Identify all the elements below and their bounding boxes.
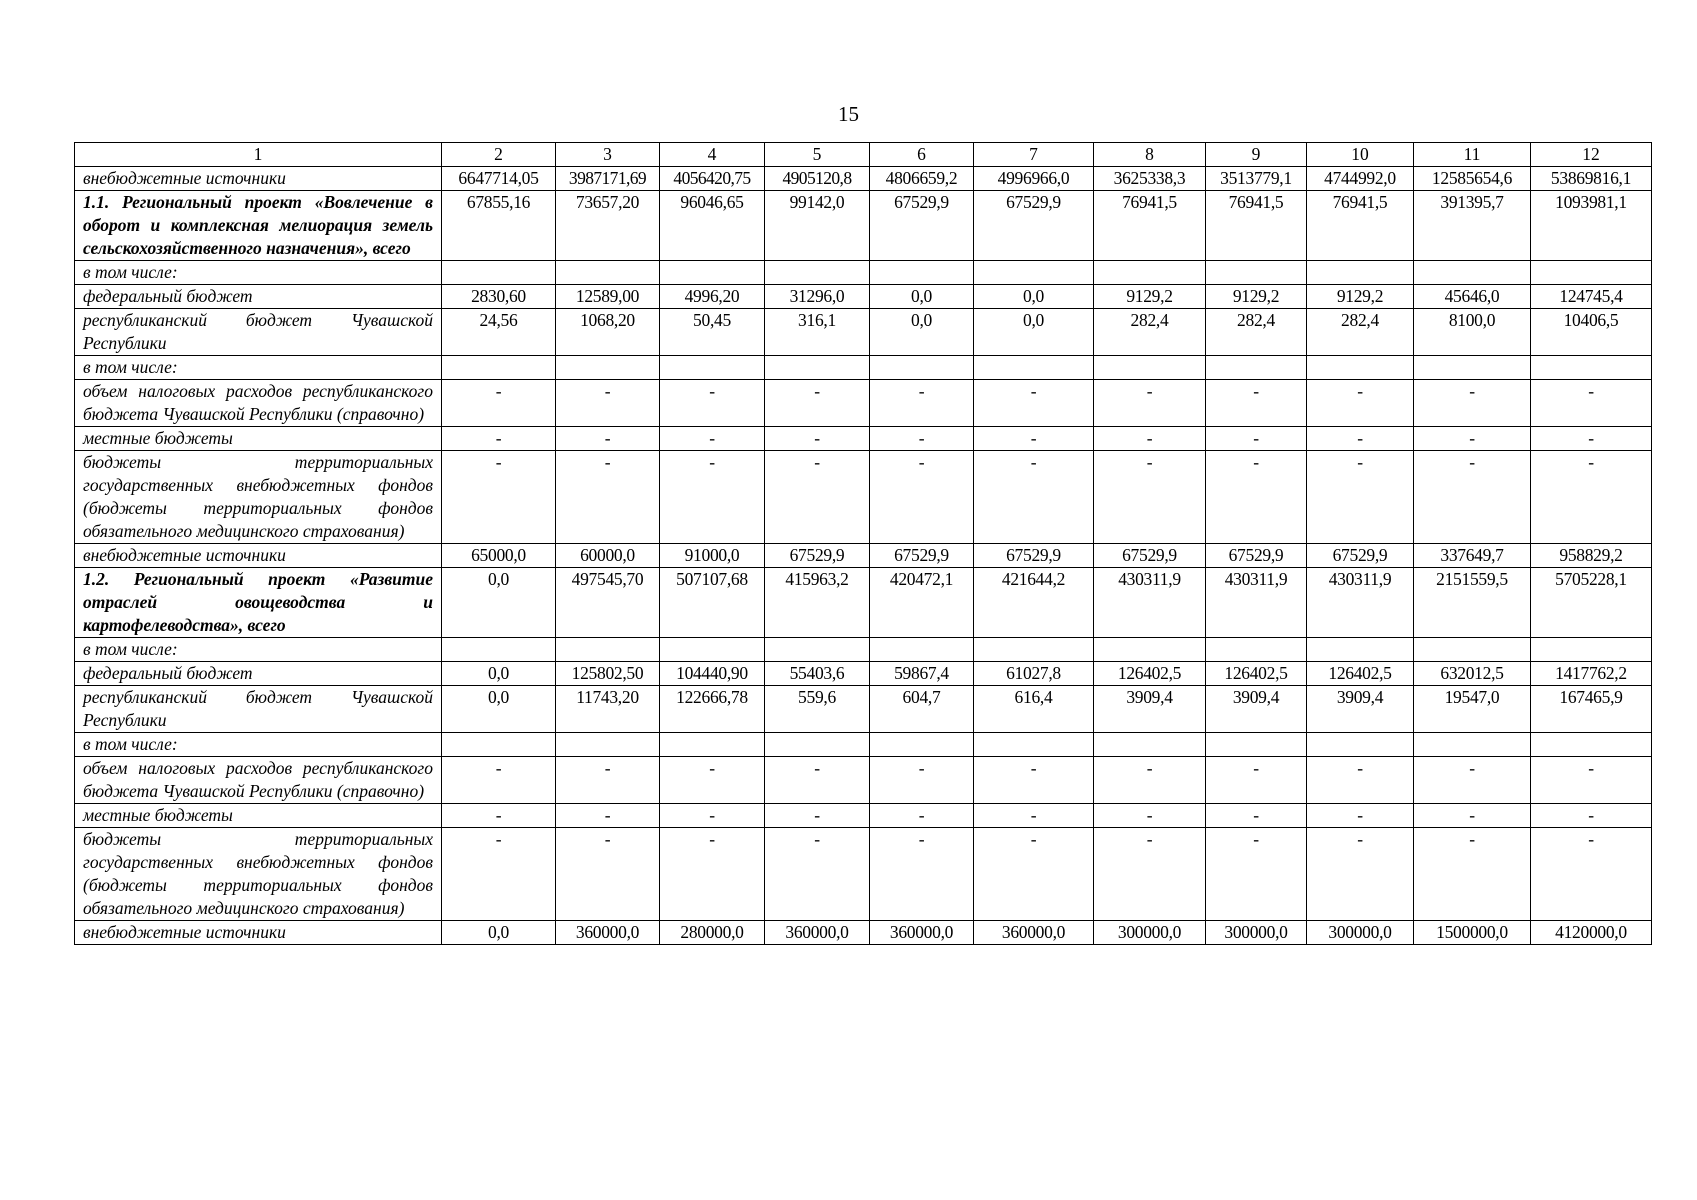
value-cell: 60000,0 [556, 544, 660, 568]
value-cell: 1417762,2 [1531, 662, 1652, 686]
value-cell [765, 356, 870, 380]
table-row [75, 167, 1652, 191]
value-cell [1307, 733, 1414, 757]
value-cell: - [1414, 451, 1531, 544]
value-cell: - [1094, 380, 1206, 427]
value-cell [442, 638, 556, 662]
value-cell: - [974, 427, 1094, 451]
row-label: республиканский бюджет Чувашской Республики [75, 309, 442, 356]
value-cell: - [1531, 451, 1652, 544]
value-cell: - [1206, 451, 1307, 544]
value-cell [765, 638, 870, 662]
value-cell: 604,7 [870, 686, 974, 733]
value-cell: - [442, 828, 556, 921]
value-cell [660, 733, 765, 757]
row-label: 1.2. Региональный проект «Развитие отраслей овощеводства и картофелеводства», всего [75, 568, 442, 638]
value-cell: 126402,5 [1206, 662, 1307, 686]
value-cell: - [1094, 828, 1206, 921]
value-cell [765, 261, 870, 285]
value-cell [870, 261, 974, 285]
value-cell: 67529,9 [1206, 544, 1307, 568]
value-cell: 67529,9 [765, 544, 870, 568]
table-row [75, 568, 1652, 638]
value-cell: - [1531, 757, 1652, 804]
table-row [75, 757, 1652, 804]
row-label: бюджеты территориальных государственных внебюджетных фондов (бюджеты территориальных фондов обязательного медицинского страхования) [75, 451, 442, 544]
row-label: объем налоговых расходов республиканского бюджета Чувашской Республики (справочно) [75, 757, 442, 804]
value-cell: 360000,0 [870, 921, 974, 945]
value-cell: 280000,0 [660, 921, 765, 945]
value-cell: 9129,2 [1094, 285, 1206, 309]
value-cell: 67529,9 [870, 191, 974, 261]
value-cell [1206, 733, 1307, 757]
value-cell: 316,1 [765, 309, 870, 356]
value-cell: - [870, 828, 974, 921]
value-cell: - [442, 757, 556, 804]
value-cell: 67529,9 [870, 544, 974, 568]
value-cell [442, 733, 556, 757]
value-cell [556, 638, 660, 662]
value-cell [765, 733, 870, 757]
value-cell: - [1414, 828, 1531, 921]
value-cell: - [1206, 757, 1307, 804]
table-row [75, 544, 1652, 568]
value-cell: - [1094, 427, 1206, 451]
value-cell: 61027,8 [974, 662, 1094, 686]
value-cell: - [1414, 427, 1531, 451]
value-cell: 53869816,1 [1531, 167, 1652, 191]
value-cell: 4056420,75 [660, 167, 765, 191]
value-cell: 430311,9 [1307, 568, 1414, 638]
value-cell: 3987171,69 [556, 167, 660, 191]
value-cell: 50,45 [660, 309, 765, 356]
value-cell: 31296,0 [765, 285, 870, 309]
value-cell: 421644,2 [974, 568, 1094, 638]
row-label: в том числе: [75, 261, 442, 285]
table-row [75, 828, 1652, 921]
value-cell: 59867,4 [870, 662, 974, 686]
value-cell: 497545,70 [556, 568, 660, 638]
value-cell: 167465,9 [1531, 686, 1652, 733]
value-cell [442, 261, 556, 285]
value-cell [556, 261, 660, 285]
column-number-cell: 7 [974, 143, 1094, 167]
column-number-row [75, 143, 1652, 167]
column-number-cell: 9 [1206, 143, 1307, 167]
page-number: 15 [838, 102, 859, 126]
value-cell: - [974, 757, 1094, 804]
value-cell [1094, 733, 1206, 757]
table-row [75, 451, 1652, 544]
value-cell [1206, 638, 1307, 662]
value-cell: - [556, 804, 660, 828]
value-cell: 4806659,2 [870, 167, 974, 191]
table-row [75, 686, 1652, 733]
value-cell: - [765, 828, 870, 921]
value-cell: 0,0 [974, 285, 1094, 309]
row-label: местные бюджеты [75, 427, 442, 451]
value-cell: - [556, 427, 660, 451]
table-row [75, 356, 1652, 380]
value-cell: - [1094, 757, 1206, 804]
table-row [75, 261, 1652, 285]
value-cell [974, 261, 1094, 285]
value-cell: 8100,0 [1414, 309, 1531, 356]
value-cell: - [1531, 427, 1652, 451]
table-row [75, 309, 1652, 356]
value-cell: 67529,9 [1094, 544, 1206, 568]
value-cell: 4905120,8 [765, 167, 870, 191]
value-cell: 67529,9 [974, 544, 1094, 568]
value-cell: 6647714,05 [442, 167, 556, 191]
value-cell: 430311,9 [1094, 568, 1206, 638]
value-cell [1531, 638, 1652, 662]
value-cell: 1093981,1 [1531, 191, 1652, 261]
value-cell: 1068,20 [556, 309, 660, 356]
value-cell: 4744992,0 [1307, 167, 1414, 191]
value-cell [1094, 638, 1206, 662]
table-row [75, 733, 1652, 757]
value-cell: 616,4 [974, 686, 1094, 733]
value-cell: - [974, 451, 1094, 544]
value-cell: 126402,5 [1094, 662, 1206, 686]
value-cell [1414, 733, 1531, 757]
value-cell: - [765, 451, 870, 544]
value-cell: 67529,9 [1307, 544, 1414, 568]
value-cell: - [1531, 804, 1652, 828]
budget-table [74, 142, 1652, 945]
value-cell: - [1206, 828, 1307, 921]
value-cell: 4120000,0 [1531, 921, 1652, 945]
value-cell [1094, 261, 1206, 285]
value-cell: 91000,0 [660, 544, 765, 568]
value-cell: 300000,0 [1094, 921, 1206, 945]
value-cell: 282,4 [1307, 309, 1414, 356]
value-cell: - [765, 427, 870, 451]
value-cell: 282,4 [1094, 309, 1206, 356]
value-cell: - [870, 757, 974, 804]
table-row [75, 921, 1652, 945]
value-cell: 76941,5 [1094, 191, 1206, 261]
value-cell: 24,56 [442, 309, 556, 356]
value-cell: - [660, 804, 765, 828]
value-cell: 3909,4 [1094, 686, 1206, 733]
value-cell: 0,0 [442, 662, 556, 686]
value-cell: - [870, 451, 974, 544]
value-cell [556, 356, 660, 380]
column-number-cell: 4 [660, 143, 765, 167]
value-cell [1531, 733, 1652, 757]
value-cell: - [1307, 380, 1414, 427]
column-number-cell: 11 [1414, 143, 1531, 167]
value-cell: - [870, 427, 974, 451]
value-cell: 360000,0 [974, 921, 1094, 945]
value-cell [870, 638, 974, 662]
value-cell: - [556, 757, 660, 804]
value-cell: 360000,0 [556, 921, 660, 945]
value-cell: - [442, 804, 556, 828]
table-row [75, 804, 1652, 828]
table-row [75, 285, 1652, 309]
row-label: в том числе: [75, 356, 442, 380]
value-cell: 73657,20 [556, 191, 660, 261]
value-cell [974, 638, 1094, 662]
value-cell: 420472,1 [870, 568, 974, 638]
value-cell [660, 356, 765, 380]
value-cell: 5705228,1 [1531, 568, 1652, 638]
value-cell: 122666,78 [660, 686, 765, 733]
table-row [75, 638, 1652, 662]
value-cell: 337649,7 [1414, 544, 1531, 568]
value-cell: - [660, 427, 765, 451]
table-row [75, 380, 1652, 427]
value-cell: - [1307, 451, 1414, 544]
value-cell: - [974, 804, 1094, 828]
value-cell: 65000,0 [442, 544, 556, 568]
value-cell [1307, 638, 1414, 662]
column-number-cell: 5 [765, 143, 870, 167]
value-cell: 67529,9 [974, 191, 1094, 261]
column-number-cell: 10 [1307, 143, 1414, 167]
value-cell: - [1414, 804, 1531, 828]
row-label: объем налоговых расходов республиканского бюджета Чувашской Республики (справочно) [75, 380, 442, 427]
value-cell: - [765, 380, 870, 427]
row-label: 1.1. Региональный проект «Вовлечение в оборот и комплексная мелиорация земель сельскохозяйственного назначения», всего [75, 191, 442, 261]
value-cell: - [870, 804, 974, 828]
row-label: внебюджетные источники [75, 921, 442, 945]
value-cell [1206, 261, 1307, 285]
row-label: республиканский бюджет Чувашской Республики [75, 686, 442, 733]
value-cell: 9129,2 [1307, 285, 1414, 309]
value-cell [1307, 356, 1414, 380]
value-cell: - [1094, 804, 1206, 828]
table-row [75, 191, 1652, 261]
value-cell [556, 733, 660, 757]
value-cell: - [1531, 828, 1652, 921]
value-cell: - [870, 380, 974, 427]
value-cell: 430311,9 [1206, 568, 1307, 638]
column-number-cell: 12 [1531, 143, 1652, 167]
value-cell [1206, 356, 1307, 380]
value-cell: 0,0 [974, 309, 1094, 356]
value-cell: 0,0 [442, 921, 556, 945]
value-cell: - [556, 828, 660, 921]
value-cell: - [1307, 757, 1414, 804]
value-cell: 104440,90 [660, 662, 765, 686]
value-cell [870, 733, 974, 757]
value-cell: - [442, 451, 556, 544]
value-cell: - [660, 380, 765, 427]
value-cell: 391395,7 [1414, 191, 1531, 261]
value-cell: 3909,4 [1307, 686, 1414, 733]
value-cell: - [1307, 804, 1414, 828]
value-cell: 415963,2 [765, 568, 870, 638]
value-cell: 125802,50 [556, 662, 660, 686]
row-label: местные бюджеты [75, 804, 442, 828]
value-cell: - [1531, 380, 1652, 427]
value-cell: 76941,5 [1307, 191, 1414, 261]
value-cell: 300000,0 [1307, 921, 1414, 945]
row-label: бюджеты территориальных государственных внебюджетных фондов (бюджеты территориальных фондов обязательного медицинского страхования) [75, 828, 442, 921]
value-cell [974, 733, 1094, 757]
value-cell: 126402,5 [1307, 662, 1414, 686]
value-cell: 9129,2 [1206, 285, 1307, 309]
row-label: федеральный бюджет [75, 662, 442, 686]
row-label: внебюджетные источники [75, 167, 442, 191]
value-cell: 10406,5 [1531, 309, 1652, 356]
value-cell: 958829,2 [1531, 544, 1652, 568]
value-cell: 12585654,6 [1414, 167, 1531, 191]
value-cell: 282,4 [1206, 309, 1307, 356]
value-cell: 507107,68 [660, 568, 765, 638]
value-cell: - [1307, 828, 1414, 921]
value-cell: - [1206, 380, 1307, 427]
value-cell: 300000,0 [1206, 921, 1307, 945]
value-cell: - [660, 757, 765, 804]
column-number-cell: 6 [870, 143, 974, 167]
value-cell: - [1206, 427, 1307, 451]
value-cell: - [974, 380, 1094, 427]
row-label: в том числе: [75, 733, 442, 757]
value-cell: 0,0 [870, 285, 974, 309]
value-cell: 3625338,3 [1094, 167, 1206, 191]
value-cell: 559,6 [765, 686, 870, 733]
value-cell: 96046,65 [660, 191, 765, 261]
column-number-cell: 3 [556, 143, 660, 167]
column-number-cell: 1 [75, 143, 442, 167]
value-cell: 0,0 [442, 686, 556, 733]
value-cell [1414, 356, 1531, 380]
value-cell: 3513779,1 [1206, 167, 1307, 191]
value-cell: - [765, 757, 870, 804]
value-cell: - [442, 427, 556, 451]
value-cell: 0,0 [870, 309, 974, 356]
value-cell: - [1414, 380, 1531, 427]
value-cell: 67855,16 [442, 191, 556, 261]
value-cell: 19547,0 [1414, 686, 1531, 733]
value-cell: 99142,0 [765, 191, 870, 261]
value-cell: 2830,60 [442, 285, 556, 309]
value-cell: - [556, 451, 660, 544]
value-cell: 2151559,5 [1414, 568, 1531, 638]
row-label: в том числе: [75, 638, 442, 662]
value-cell: - [974, 828, 1094, 921]
value-cell: 124745,4 [1531, 285, 1652, 309]
value-cell: 4996,20 [660, 285, 765, 309]
table-row [75, 662, 1652, 686]
value-cell: 4996966,0 [974, 167, 1094, 191]
value-cell [1414, 638, 1531, 662]
value-cell: 632012,5 [1414, 662, 1531, 686]
value-cell [870, 356, 974, 380]
value-cell [1094, 356, 1206, 380]
value-cell: - [660, 828, 765, 921]
value-cell [442, 356, 556, 380]
column-number-cell: 8 [1094, 143, 1206, 167]
value-cell: 45646,0 [1414, 285, 1531, 309]
value-cell: - [1307, 427, 1414, 451]
value-cell: 55403,6 [765, 662, 870, 686]
value-cell: - [1414, 757, 1531, 804]
value-cell: - [765, 804, 870, 828]
value-cell: 3909,4 [1206, 686, 1307, 733]
value-cell [1531, 261, 1652, 285]
value-cell [1531, 356, 1652, 380]
row-label: федеральный бюджет [75, 285, 442, 309]
value-cell [660, 261, 765, 285]
value-cell: 360000,0 [765, 921, 870, 945]
value-cell [974, 356, 1094, 380]
value-cell: 76941,5 [1206, 191, 1307, 261]
value-cell: - [1094, 451, 1206, 544]
value-cell: - [660, 451, 765, 544]
value-cell: 12589,00 [556, 285, 660, 309]
value-cell: 1500000,0 [1414, 921, 1531, 945]
value-cell: 0,0 [442, 568, 556, 638]
value-cell [660, 638, 765, 662]
value-cell [1414, 261, 1531, 285]
column-number-cell: 2 [442, 143, 556, 167]
value-cell: - [556, 380, 660, 427]
value-cell: - [1206, 804, 1307, 828]
value-cell: - [442, 380, 556, 427]
table-row [75, 427, 1652, 451]
value-cell: 11743,20 [556, 686, 660, 733]
row-label: внебюджетные источники [75, 544, 442, 568]
value-cell [1307, 261, 1414, 285]
